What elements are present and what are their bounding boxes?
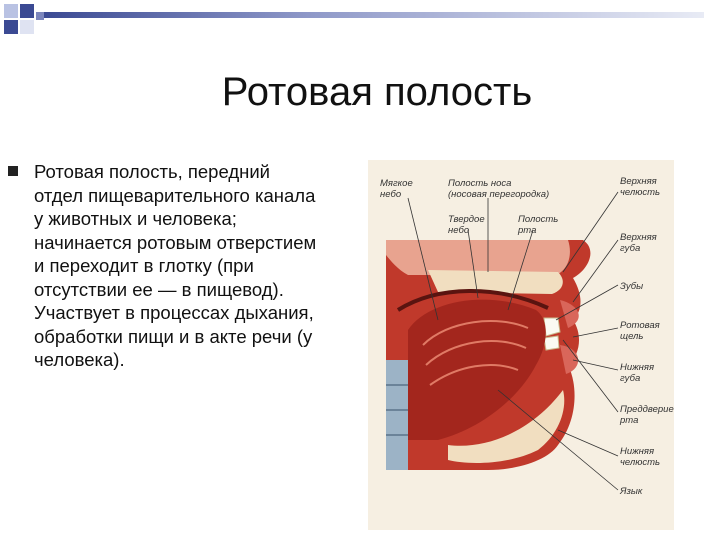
label-soft-palate: Мягкое небо [380, 178, 413, 200]
anatomy-illustration [386, 240, 590, 470]
label-teeth: Зубы [620, 281, 644, 292]
label-upper-jaw: Верхняя челюсть [620, 176, 661, 198]
label-nasal-cavity: Полость носа (носовая перегородка) [448, 178, 550, 200]
slide-title: Ротовая полость [221, 70, 533, 114]
label-hard-palate: Твердое небо [448, 214, 485, 236]
label-vestibule: Преддверие рта [620, 404, 674, 426]
square-bullet-icon [8, 166, 18, 176]
label-oral-cavity: Полость рта [518, 214, 559, 236]
decorative-top-bar [44, 12, 704, 18]
label-upper-lip: Верхняя губа [620, 232, 657, 254]
bullet-text: Ротовая полость, передний отдел пищеварительного канала у животных и человека; начинается ротовым отверстием и переходит в глотку (при отсутствии ее — в пищевод). Участвует в процессах дыхания, обработки пищи и в акте речи (у человека). [34, 161, 317, 370]
label-oral-fissure: Ротовая щель [620, 320, 660, 342]
label-tongue: Язык [620, 486, 643, 497]
oral-cavity-anatomy-figure [368, 160, 674, 530]
label-lower-jaw: Нижняя челюсть [620, 446, 661, 468]
label-lower-lip: Нижняя губа [620, 362, 655, 384]
decorative-corner-squares [0, 0, 60, 40]
